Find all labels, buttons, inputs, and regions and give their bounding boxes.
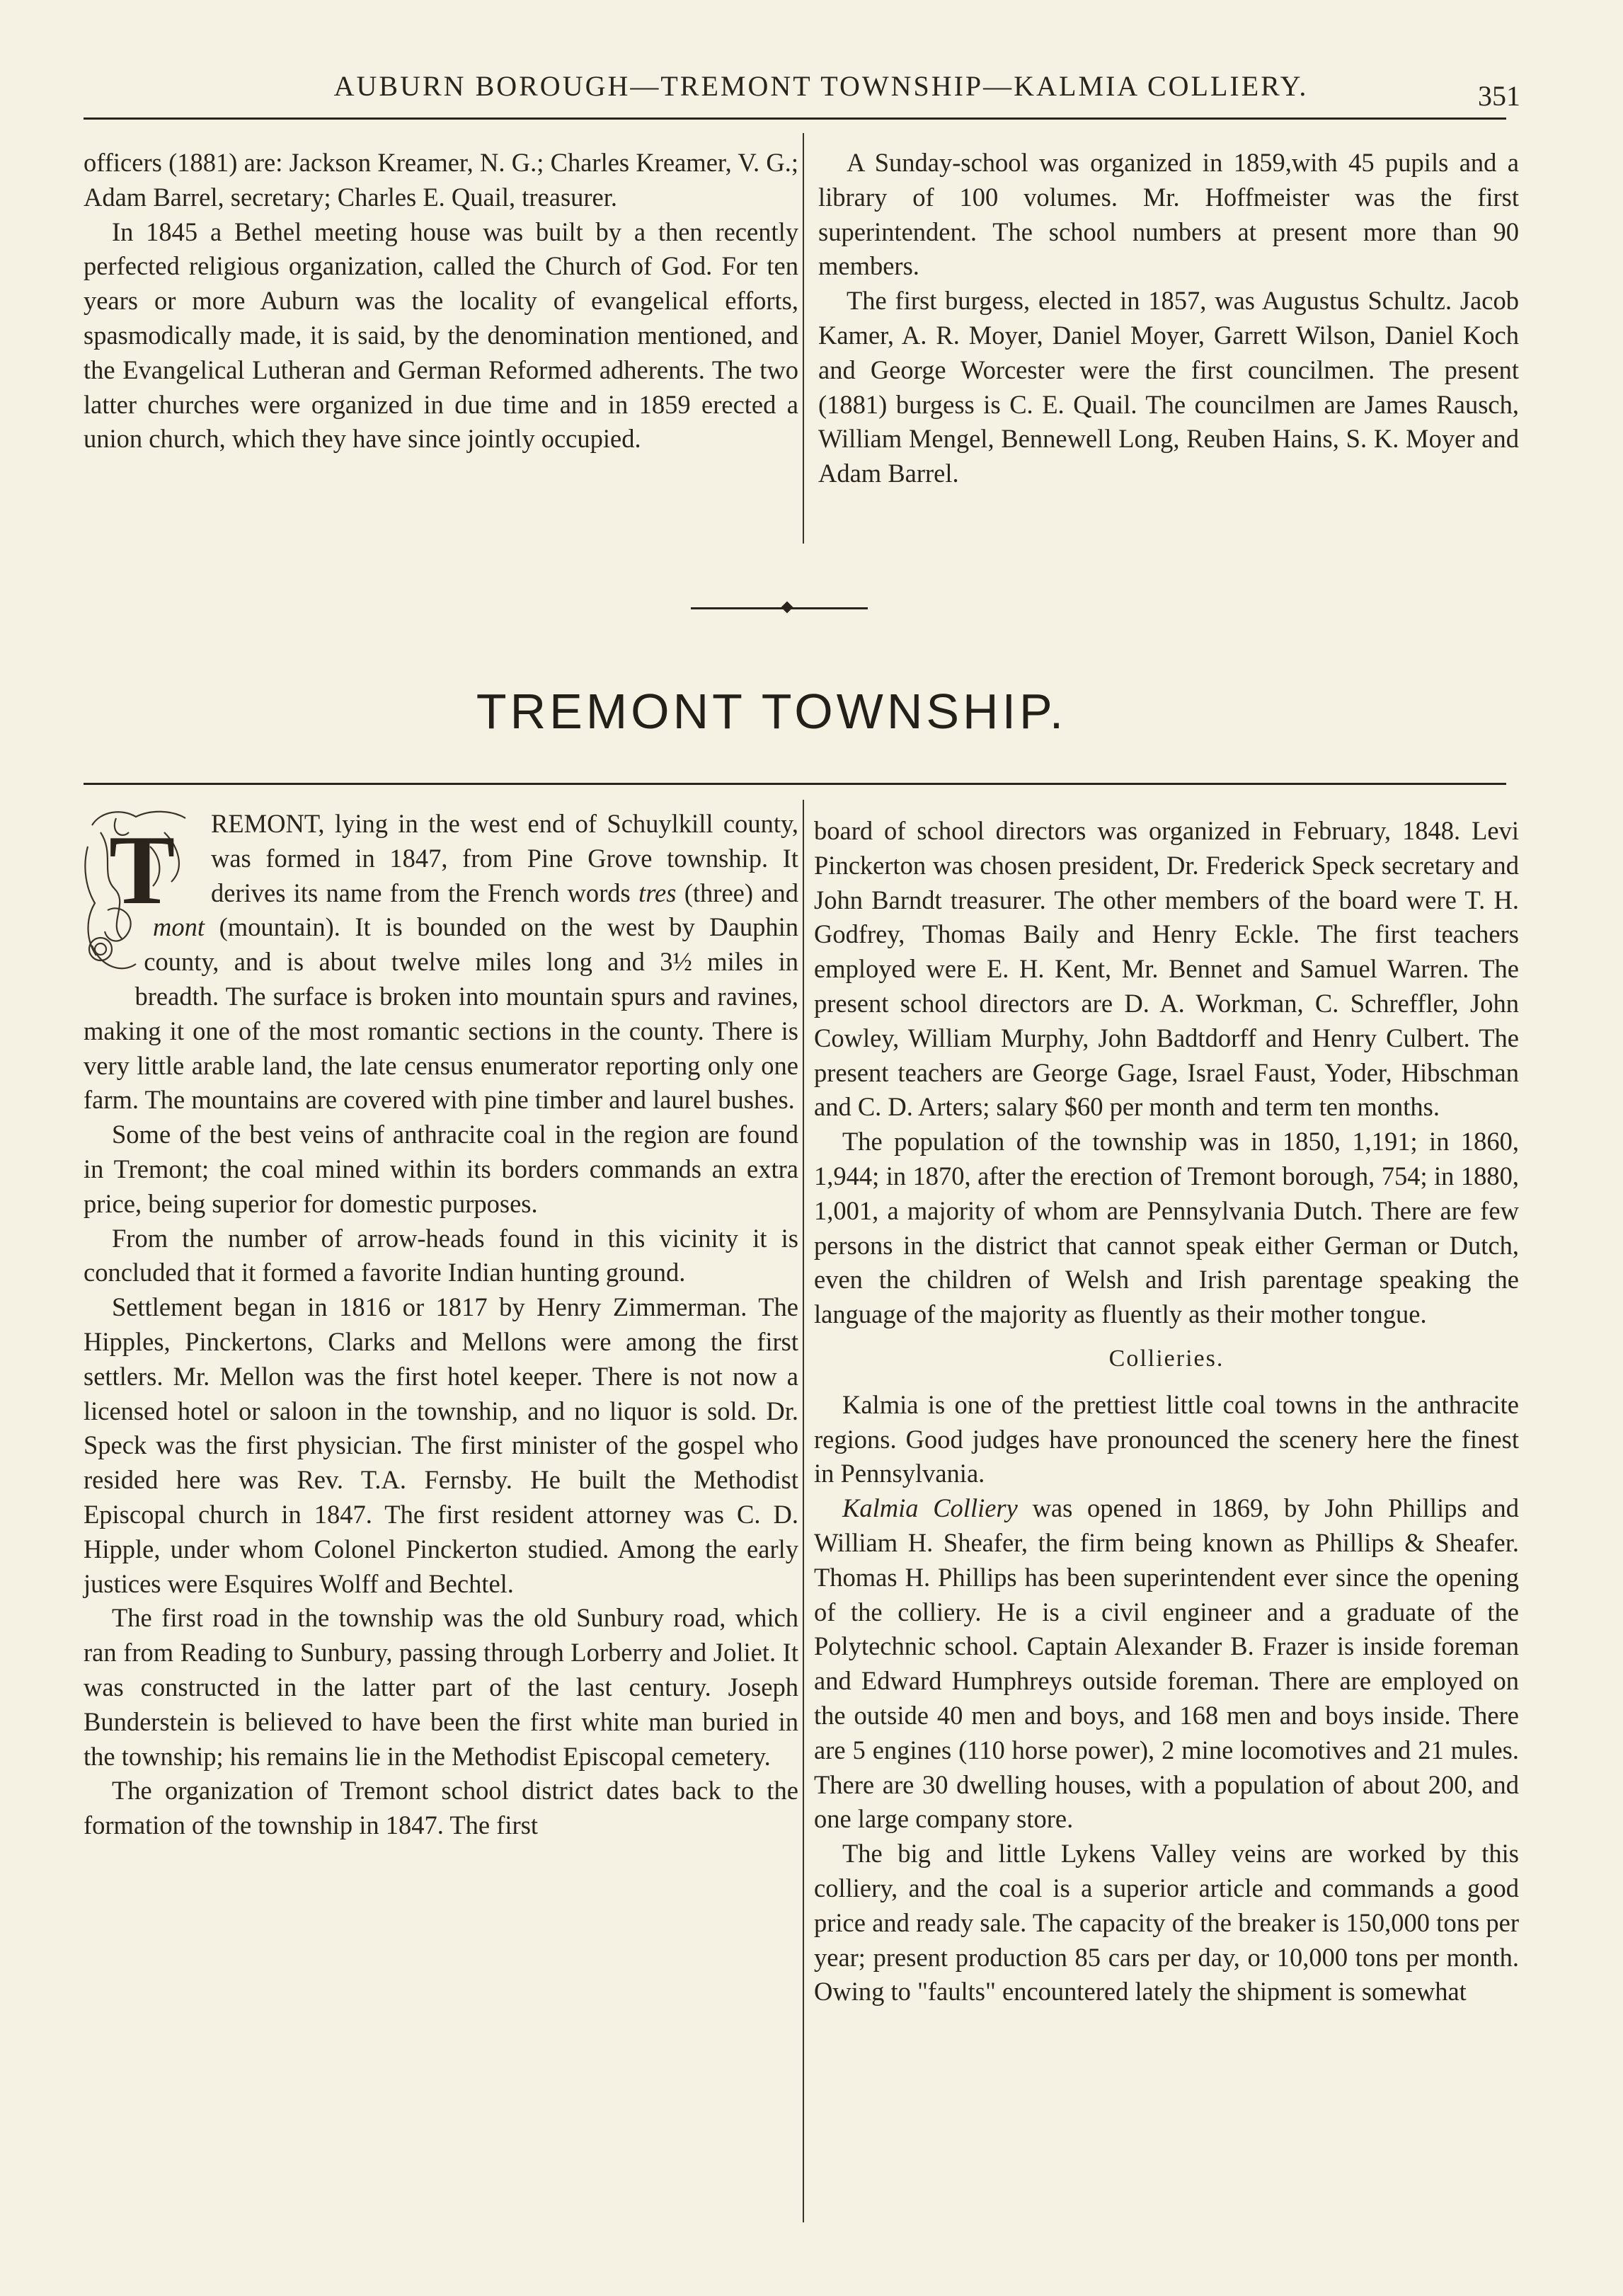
- word-mont: mont: [153, 912, 205, 942]
- intro-text-end: (mountain). It is bounded on the west by Dauphin county, and is about twelve miles long and 3½ miles in breadth. The surface is broken into mountain spurs and ravines, making it one of the most romantic sections in the county. There is very little arable land, the late census enumerator reporting only one farm. The mountains are covered with pine timber and laurel bushes.: [84, 912, 798, 1115]
- running-head: AUBURN BOROUGH—TREMONT TOWNSHIP—KALMIA COLLIERY.: [333, 70, 1309, 102]
- tremont-left-column: [84, 807, 798, 1843]
- column-divider: [803, 800, 804, 2222]
- section-rule: [84, 783, 1506, 785]
- tremont-paragraph: Settlement began in 1816 or 1817 by Henry Zimmerman. The Hipples, Pinckertons, Clarks and Mellons were among the first settlers. Mr. Mellon was the first hotel keeper. There is not now a licensed hotel or saloon in the township, and no liquor is sold. Dr. Speck was the first physician. The first minister of the gospel who resided here was Rev. T.A. Fernsby. He built the Methodist Episcopal church in 1847. The first resident attorney was C. D. Hipple, under whom Colonel Pinckerton studied. Among the early justices were Esquires Wolff and Bechtel.: [84, 1292, 798, 1598]
- header-rule: [84, 117, 1506, 120]
- intro-text: REMONT, lying in the west end of Schuylkill county, was formed in 1847, from Pine Grove township. It derives its name from the French words: [211, 809, 798, 907]
- word-tres: tres: [638, 878, 677, 907]
- auburn-paragraph: officers (1881) are: Jackson Kreamer, N. G.; Charles Kreamer, V. G.; Adam Barrel, secretary; Charles E. Quail, treasurer.: [84, 148, 798, 212]
- tremont-paragraph: From the number of arrow-heads found in this vicinity it is concluded that it formed a favorite Indian hunting ground.: [84, 1223, 798, 1287]
- tremont-right-column: [814, 814, 1519, 2009]
- auburn-paragraph: The first burgess, elected in 1857, was Augustus Schultz. Jacob Kamer, A. R. Moyer, Daniel Moyer, Garrett Wilson, Daniel Koch and George Worcester were the first councilmen. The present (1881) burgess is C. E. Quail. The councilmen are James Rausch, William Mengel, Bennewell Long, Reuben Hains, S. K. Moyer and Adam Barrel.: [818, 286, 1519, 488]
- auburn-paragraph: A Sunday-school was organized in 1859,with 45 pupils and a library of 100 volumes. Mr. Hoffmeister was the first superintendent. The school numbers at present more than 90 members.: [818, 148, 1519, 281]
- auburn-paragraph: In 1845 a Bethel meeting house was built by a then recently perfected religious organization, called the Church of God. For ten years or more Auburn was the locality of evangelical efforts, spasmodically made, it is said, by the denomination mentioned, and the Evangelical Lutheran and German Reformed adherents. The two latter churches were organized in due time and in 1859 erected a union church, which they have since jointly occupied.: [84, 217, 798, 454]
- tremont-paragraph: The big and little Lykens Valley veins are worked by this colliery, and the coal is a superior article and commands a good price and ready sale. The capacity of the breaker is 150,000 tons per year; present production 85 cars per day, or 10,000 tons per month. Owing to "faults" encountered lately the shipment is somewhat: [814, 1839, 1519, 2007]
- column-divider: [803, 133, 804, 544]
- tremont-paragraph: The first road in the township was the old Sunbury road, which ran from Reading to Sunbury, passing through Lorberry and Joliet. It was constructed in the latter part of the last century. Joseph Bunderstein is believed to have been the first white man buried in the township; his remains lie in the Methodist Episcopal cemetery.: [84, 1603, 798, 1771]
- kalmia-text: was opened in 1869, by John Phillips and William H. Sheafer, the firm being known as Phillips & Sheafer. Thomas H. Phillips has been superintendent ever since the opening of the colliery. He is a civil engineer and a graduate of the Polytechnic school. Captain Alexander B. Frazer is inside foreman and Edward Humphreys outside foreman. There are employed on the outside 40 men and boys, and 168 men and boys inside. There are 5 engines (110 horse power), 2 mine locomotives and 21 mules. There are 30 dwelling houses, with a population of about 200, and one large company store.: [814, 1493, 1520, 1834]
- ornament-diamond: [781, 602, 793, 614]
- tremont-paragraph: The organization of Tremont school district dates back to the formation of the township in 1847. The first: [84, 1776, 798, 1840]
- dropcap-letter: T: [109, 815, 176, 925]
- page-number: 351: [1478, 80, 1520, 112]
- auburn-right-column: [818, 146, 1519, 491]
- tremont-paragraph: Some of the best veins of anthracite coal in the region are found in Tremont; the coal mined within its borders commands an extra price, being superior for domestic purposes.: [84, 1120, 798, 1218]
- ornamental-rule: [691, 607, 868, 609]
- tremont-paragraph: board of school directors was organized in February, 1848. Levi Pinckerton was chosen president, Dr. Frederick Speck secretary and John Barndt treasurer. The other members of the board were T. H. Godfrey, Thomas Baily and Henry Eckle. The first teachers employed were E. H. Kent, Mr. Bennet and Samuel Warren. The present school directors are D. A. Workman, C. Schreffler, John Cowley, William Murphy, John Badtdorff and Henry Culbert. The present teachers are George Gage, Israel Faust, Yoder, Hibschman and C. D. Arters; salary $60 per month and term ten months.: [814, 816, 1519, 1122]
- tremont-paragraph: Kalmia is one of the prettiest little coal towns in the anthracite regions. Good judges have pronounced the scenery here the finest in Pennsylvania.: [814, 1389, 1519, 1488]
- tremont-intro-paragraph: [84, 807, 798, 1118]
- kalmia-paragraph: [814, 1491, 1519, 1837]
- section-title: TREMONT TOWNSHIP.: [476, 684, 1067, 739]
- intro-text-between: (three) and: [676, 878, 798, 907]
- tremont-paragraph: The population of the township was in 1850, 1,191; in 1860, 1,944; in 1870, after the erection of Tremont borough, 754; in 1880, 1,001, a majority of whom are Pennsylvania Dutch. There are few persons in the district that cannot speak either German or Dutch, even the children of Welsh and Irish parentage speaking the language of the majority as fluently as their mother tongue.: [814, 1127, 1519, 1329]
- collieries-heading: Collieries.: [1108, 1345, 1225, 1372]
- kalmia-colliery-italic: Kalmia Colliery: [842, 1493, 1018, 1523]
- auburn-left-column: [84, 146, 798, 457]
